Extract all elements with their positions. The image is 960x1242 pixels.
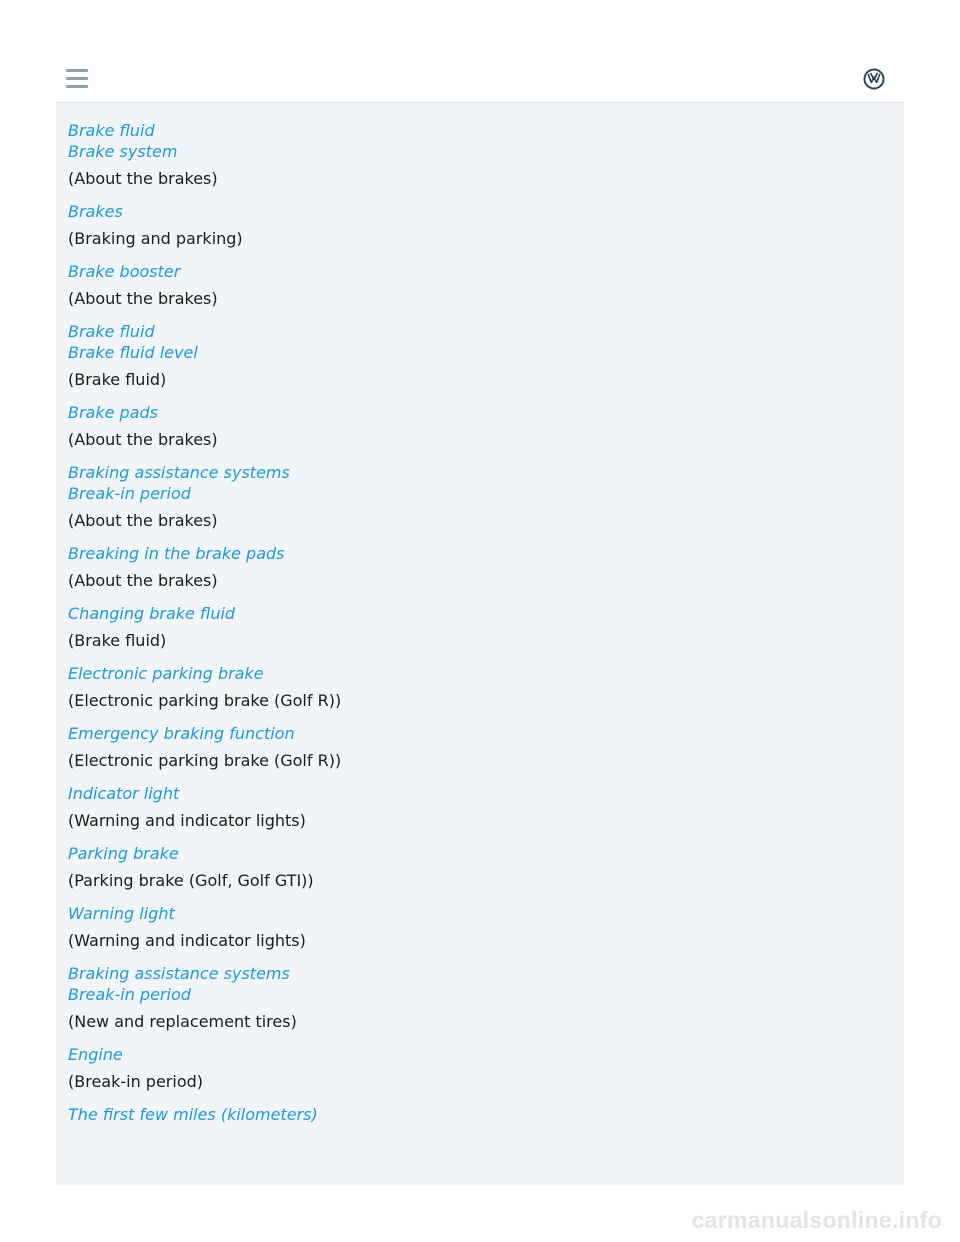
index-link[interactable]: Warning light bbox=[68, 904, 175, 923]
index-link[interactable]: Engine bbox=[68, 1045, 123, 1064]
section-reference: (About the brakes) bbox=[68, 169, 218, 188]
index-link[interactable]: Brake booster bbox=[68, 262, 181, 281]
hamburger-menu-icon[interactable] bbox=[66, 69, 88, 89]
index-link[interactable]: Brake fluid level bbox=[68, 343, 198, 362]
index-content-panel bbox=[56, 103, 904, 1185]
index-link[interactable]: Brake pads bbox=[68, 403, 159, 422]
section-reference: (Warning and indicator lights) bbox=[68, 931, 306, 950]
index-link[interactable]: Changing brake fluid bbox=[68, 604, 236, 623]
index-entry bbox=[68, 261, 892, 309]
index-entry bbox=[68, 462, 892, 531]
section-reference: (Warning and indicator lights) bbox=[68, 811, 306, 830]
section-reference: (Electronic parking brake (Golf R)) bbox=[68, 751, 342, 770]
index-entry bbox=[68, 1044, 892, 1092]
section-reference: (Braking and parking) bbox=[68, 229, 243, 248]
section-reference: (New and replacement tires) bbox=[68, 1012, 297, 1031]
section-reference: (Parking brake (Golf, Golf GTI)) bbox=[68, 871, 314, 890]
index-entry bbox=[68, 963, 892, 1032]
index-entry bbox=[68, 903, 892, 951]
index-link[interactable]: Brakes bbox=[68, 202, 123, 221]
section-reference: (About the brakes) bbox=[68, 289, 218, 308]
index-entry bbox=[68, 201, 892, 249]
index-entry bbox=[68, 723, 892, 771]
vw-logo-icon[interactable] bbox=[863, 68, 885, 90]
section-reference: (About the brakes) bbox=[68, 511, 218, 530]
index-entry bbox=[68, 543, 892, 591]
index-link[interactable]: Indicator light bbox=[68, 784, 180, 803]
index-link[interactable]: Braking assistance systems bbox=[68, 964, 290, 983]
index-entry bbox=[68, 663, 892, 711]
index-entry bbox=[68, 603, 892, 651]
section-reference: (About the brakes) bbox=[68, 571, 218, 590]
index-entry bbox=[68, 321, 892, 390]
index-list bbox=[68, 120, 892, 1137]
index-link[interactable]: Electronic parking brake bbox=[68, 664, 264, 683]
index-entry bbox=[68, 783, 892, 831]
section-reference: (Break-in period) bbox=[68, 1072, 204, 1091]
index-entry bbox=[68, 120, 892, 189]
index-entry bbox=[68, 402, 892, 450]
index-link[interactable]: The first few miles (kilometers) bbox=[68, 1105, 318, 1124]
index-link[interactable]: Emergency braking function bbox=[68, 724, 295, 743]
index-link[interactable]: Break-in period bbox=[68, 484, 191, 503]
index-link[interactable]: Brake system bbox=[68, 142, 178, 161]
index-link[interactable]: Parking brake bbox=[68, 844, 179, 863]
index-link[interactable]: Brake fluid bbox=[68, 121, 155, 140]
index-link[interactable]: Braking assistance systems bbox=[68, 463, 290, 482]
index-link[interactable]: Break-in period bbox=[68, 985, 191, 1004]
section-reference: (Brake fluid) bbox=[68, 631, 167, 650]
section-reference: (About the brakes) bbox=[68, 430, 218, 449]
section-reference: (Electronic parking brake (Golf R)) bbox=[68, 691, 342, 710]
top-bar bbox=[56, 55, 904, 103]
index-link[interactable]: Brake fluid bbox=[68, 322, 155, 341]
index-entry bbox=[68, 843, 892, 891]
index-link[interactable]: Breaking in the brake pads bbox=[68, 544, 285, 563]
index-entry bbox=[68, 1104, 892, 1125]
section-reference: (Brake fluid) bbox=[68, 370, 167, 389]
watermark: carmanualsonline.info bbox=[691, 1207, 942, 1233]
